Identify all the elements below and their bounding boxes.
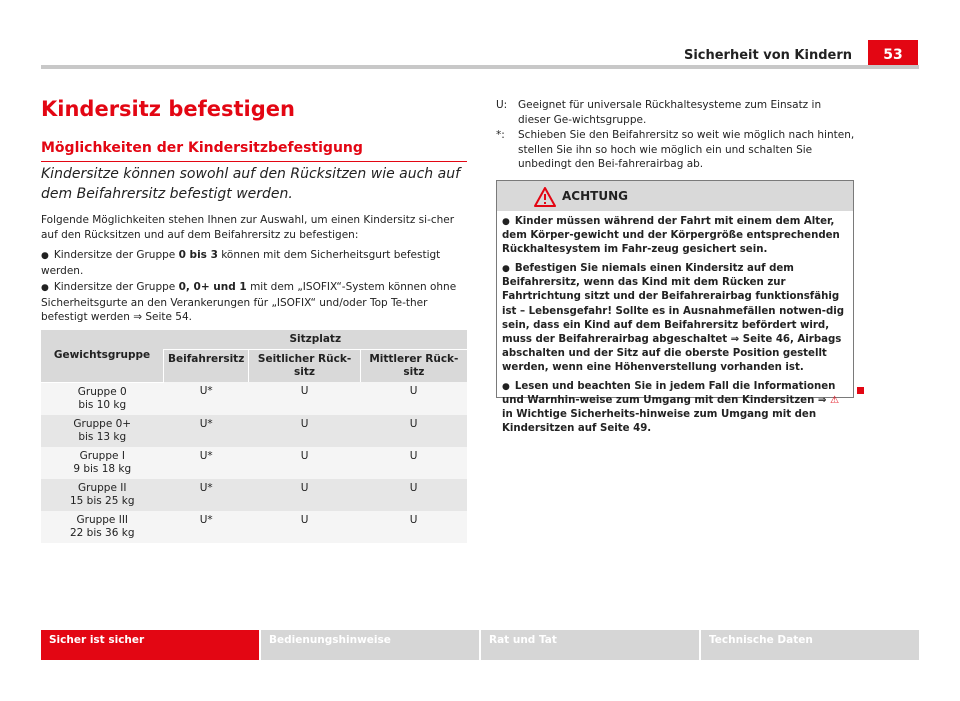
bullet-icon: ●	[41, 251, 49, 261]
bullet-item: ● Kindersitze der Gruppe 0 bis 3 können mit dem Sicherheitsgurt befestigt werden.	[41, 249, 441, 277]
table-header-weight-group: Gewichtsgruppe	[41, 330, 164, 382]
legend-key: U:	[496, 99, 508, 111]
warning-inline-icon: ⚠	[829, 395, 840, 407]
tab-rat-und-tat[interactable]: Rat und Tat	[479, 630, 699, 660]
lead-paragraph: Kindersitze können sowohl auf den Rücksitzen wie auch auf dem Beifahrersitz befestigt werden.	[41, 166, 461, 202]
bullet-icon: ●	[502, 382, 510, 393]
warning-body	[497, 211, 853, 436]
section-heading: Kindersitz befestigen	[41, 97, 295, 121]
table-cell: U	[249, 415, 360, 447]
table-cell-group: Gruppe II 15 bis 25 kg	[41, 479, 164, 511]
table-cell-group: Gruppe I 9 bis 18 kg	[41, 447, 164, 479]
table-cell: U	[249, 382, 360, 415]
table-header-column: Mittlerer Rück-sitz	[360, 350, 467, 383]
table-cell: U*	[164, 479, 249, 511]
table-cell: U*	[164, 415, 249, 447]
table-cell: U	[249, 447, 360, 479]
table-cell-group: Gruppe 0+ bis 13 kg	[41, 415, 164, 447]
table-row	[41, 447, 467, 479]
legend-text: Schieben Sie den Beifahrersitz so weit wie möglich nach hinten, stellen Sie ihn so hoch wie möglich ein und schalten Sie unbedingt den Bei-fahrerairbag ab.	[518, 129, 855, 171]
table-cell: U	[360, 415, 467, 447]
table-cell: U	[360, 447, 467, 479]
table-row	[41, 511, 467, 543]
table-header-column: Seitlicher Rück-sitz	[249, 350, 360, 383]
bullet-icon: ●	[502, 264, 510, 275]
legend-note	[496, 98, 856, 127]
table-cell-group: Gruppe III 22 bis 36 kg	[41, 511, 164, 543]
legend-note	[496, 128, 856, 172]
table-header-column: Beifahrersitz	[164, 350, 249, 383]
footer-tab-bar	[41, 630, 919, 660]
table-cell-group: Gruppe 0 bis 10 kg	[41, 382, 164, 415]
subsection-heading: Möglichkeiten der Kindersitzbefestigung	[41, 140, 467, 162]
intro-paragraph: Folgende Möglichkeiten stehen Ihnen zur Auswahl, um einen Kindersitz si-cher auf den Rücksitzen und auf dem Beifahrersitz zu befestigen:	[41, 214, 455, 241]
child-seat-table	[41, 330, 467, 543]
warning-item: ● Kinder müssen während der Fahrt mit einem dem Alter, dem Körper-gewicht und der Körpergröße entsprechenden Rückhaltesystem im Fahr-zeug gesichert sein.	[502, 216, 840, 256]
table-row	[41, 479, 467, 511]
tab-bedienungshinweise[interactable]: Bedienungshinweise	[259, 630, 479, 660]
table-cell: U*	[164, 447, 249, 479]
warning-title: ACHTUNG	[562, 189, 628, 203]
tab-technische-daten[interactable]: Technische Daten	[699, 630, 919, 660]
warning-item: ● Befestigen Sie niemals einen Kindersitz auf dem Beifahrersitz, wenn das Kind mit dem Rücken zur Fahrtrichtung sitzt und der Beifahrerairbag funktionsfähig ist – Lebensgefahr! Sollte es in Ausnahmefällen notwen-dig sein, dass ein Kind auf dem Beifahrersitz befördert wird, muss der Beifahrerairbag abgeschaltet ⇒ Seite 46, Airbags abschalten und der Sitz auf die oberste Position gestellt werden, wenn eine Höhenverstellung vorhanden ist.	[502, 263, 845, 373]
warning-triangle-icon	[534, 187, 556, 207]
table-cell: U	[360, 382, 467, 415]
section-end-marker	[857, 387, 864, 394]
table-cell: U	[249, 511, 360, 543]
table-cell: U	[360, 511, 467, 543]
warning-box	[496, 180, 854, 435]
page-number: 53	[868, 40, 918, 69]
legend-text: Geeignet für universale Rückhaltesysteme zum Einsatz in dieser Ge-wichtsgruppe.	[518, 99, 822, 126]
table-row	[41, 382, 467, 415]
table-cell: U*	[164, 382, 249, 415]
table-cell: U	[249, 479, 360, 511]
table-cell: U	[360, 479, 467, 511]
warning-header	[497, 181, 853, 211]
table-header-seat: Sitzplatz	[164, 330, 468, 350]
tab-sicher-ist-sicher[interactable]: Sicher ist sicher	[41, 630, 259, 660]
bullet-icon: ●	[502, 217, 510, 227]
bullet-item: ● Kindersitze der Gruppe 0, 0+ und 1 mit dem „ISOFIX“-System können ohne Sicherheitsgurte an den Verankerungen für „ISOFIX“ und/oder Top Te-ther befestigt werden ⇒ Seite 54.	[41, 281, 457, 324]
header-rule	[41, 65, 919, 69]
table-cell: U*	[164, 511, 249, 543]
legend-key: *:	[496, 129, 505, 141]
table-row	[41, 415, 467, 447]
bullet-icon: ●	[41, 283, 49, 293]
running-header-title: Sicherheit von Kindern	[683, 48, 852, 63]
warning-item: ● Lesen und beachten Sie in jedem Fall die Informationen und Warnhin-weise zum Umgang mit den Kindersitzen ⇒ ⚠ in Wichtige Sicherheits-hinweise zum Umgang mit den Kindersitzen auf Seite 49.	[502, 381, 840, 435]
